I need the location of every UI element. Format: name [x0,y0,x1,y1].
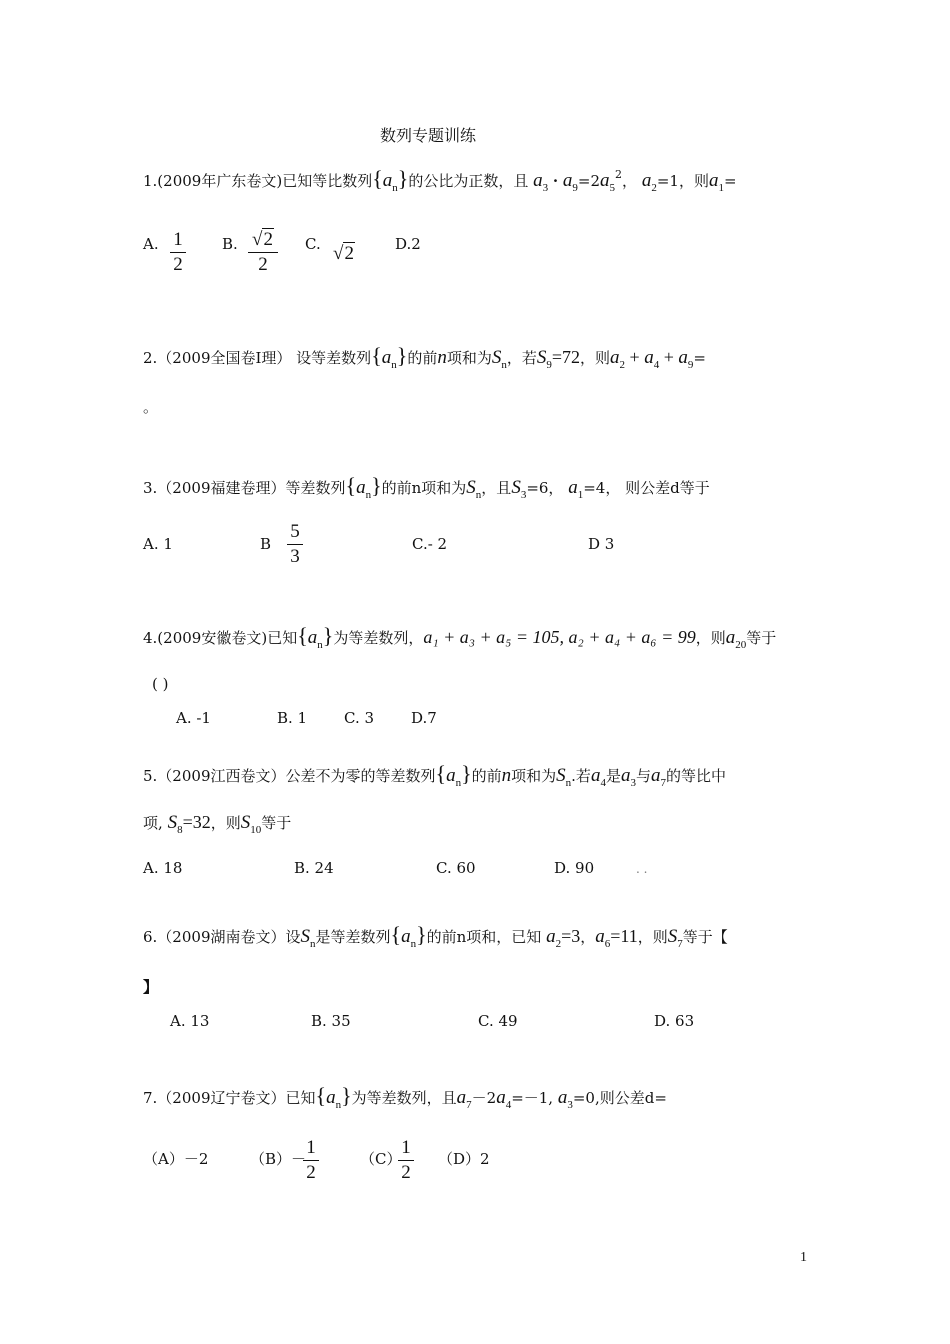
question-5-line-2: 项, $S_8=32$，则$S_{10}$等于 [143,812,292,836]
page-title: 数列专题训练 [380,126,477,145]
q6-close-bracket: 】 [143,978,159,996]
q4-answer-paren: ( ) [152,675,169,693]
question-7: 7.（2009辽宁卷文）已知$\{a_n\}$为等差数列，且$a_7-2a_4=-1$, $a_3=0$,则公差d= [143,1083,667,1111]
q5-choice-c: C. 60 [436,859,476,877]
question-3: 3.（2009福建卷理）等差数列$\{a_n\}$的前n项和为$S_n$，且$S_3=6$， $a_1=4$， 则公差d等于 [143,473,710,501]
fraction-one-half-c: 1 2 [398,1137,414,1184]
q5-choice-b: B. 24 [294,859,334,877]
q1-choice-c: C. [305,235,321,253]
q7-choice-d: （D）2 [438,1150,490,1168]
q2-answer-blank: 。 [143,398,159,416]
question-5: 5.（2009江西卷文）公差不为零的等差数列$\{a_n\}$的前n项和为$S_n$.若$a_4$是$a_3$与$a_7$的等比中 [143,761,726,789]
q6-choice-b: B. 35 [311,1012,351,1030]
q4-choice-c: C. 3 [344,709,375,727]
q3-choice-a: A. 1 [143,535,173,553]
q7-choice-a: （A）－2 [143,1150,209,1168]
question-1-lead: 1.(2009年广东卷文)已知等比数列 [143,172,373,190]
question-2: 2.（2009全国卷Ⅰ理） 设等差数列$\{a_n\}$的前n项和为$S_n$，若$S_9=72$，则$a_2 + a_4 + a_9=$ [143,343,706,371]
q5-dots: . . [636,862,648,876]
fraction-one-half: 1 2 [170,229,186,276]
question-6: 6.（2009湖南卷文）设$S_n$是等差数列$\{a_n\}$的前n项和，已知 $a_2=3$，$a_6=11$，则$S_7$等于【 [143,922,728,950]
question-4: 4.(2009安徽卷文)已知$\{a_n\}$为等差数列，a₁ + a₃ + a₅ = 105, a₂ + a₄ + a₆ = 99，则$a_{20}$等于 [143,623,777,651]
q3-choice-d: D 3 [588,535,615,553]
q1-choice-a: A. [143,235,159,253]
q1-choice-b: B. [222,235,238,253]
sqrt-2: √2 [333,243,354,264]
q6-choice-d: D. 63 [654,1012,695,1030]
page-number: 1 [800,1250,807,1265]
q1-choice-d: D.2 [395,235,421,253]
q7-choice-c: （C） [360,1150,402,1168]
q5-choice-d: D. 90 [554,859,595,877]
q3-choice-b: B [260,535,272,553]
q5-choice-a: A. 18 [143,859,183,877]
fraction-five-thirds: 5 3 [287,521,303,568]
fraction-sqrt2-over-2: √2 2 [248,229,278,276]
q3-choice-c: C.- 2 [412,535,448,553]
q4-choice-b: B. 1 [277,709,308,727]
q4-choice-a: A. -1 [176,709,211,727]
q6-choice-c: C. 49 [478,1012,518,1030]
q7-choice-b: （B）－ [250,1150,307,1168]
q4-choice-d: D.7 [411,709,437,727]
q6-choice-a: A. 13 [170,1012,210,1030]
question-1: 1.(2009年广东卷文)已知等比数列$\{a_n\}$的公比为正数，且 $a_3 \cdot a_9=2a_5^2$， $a_2=1$，则$a_1=$ [143,166,737,194]
fraction-neg-one-half: 1 2 [303,1137,319,1184]
